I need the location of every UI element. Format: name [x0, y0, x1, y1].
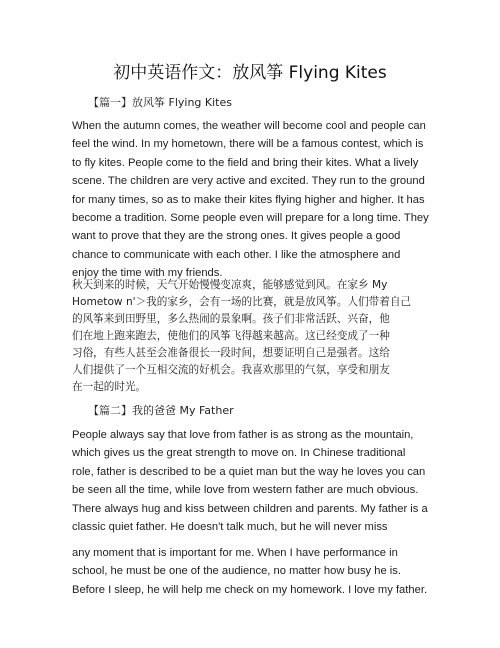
text-line: 人们提供了一个互相交流的好机会。我喜欢那里的气氛，享受和朋友 — [72, 364, 390, 376]
text-line: be seen all the time, while love from western father are much obvious. — [72, 484, 419, 497]
section-heading-my-father: 【篇二】我的爸爸 My Father — [88, 404, 234, 417]
text-line: role, father is described to be a quiet man but the way he loves you can — [72, 465, 426, 478]
text-line: for many times, so as to make their kites flying higher and higher. It has — [72, 193, 425, 206]
text-line: chance to communicate with each other. I like the atmosphere and — [72, 248, 401, 261]
paragraph-english-my-father — [72, 426, 428, 536]
paragraph-english-my-father-continued — [72, 544, 428, 599]
text-line: Hometow n'＞我的家乡，会有一场的比赛，就是放风筝。人们带着自己 — [72, 296, 412, 308]
paragraph-chinese-flying-kites — [72, 277, 412, 396]
text-line: school, he must be one of the audience, no matter how busy he is. — [72, 565, 401, 578]
section-heading-flying-kites: 【篇一】放风筝 Flying Kites — [88, 96, 232, 109]
text-line: 们在地上跑来跑去，使他们的风筝飞得越来越高。这已经变成了一种 — [72, 330, 390, 342]
text-line: 在一起的时光。 — [72, 381, 147, 393]
text-line: When the autumn comes, the weather will become cool and people can — [72, 120, 426, 132]
paragraph-english-flying-kites — [72, 117, 429, 283]
text-line: to fly kites. People come to the field and bring their kites. What a lively — [72, 156, 419, 169]
text-line: which gives us the great strength to move on. In Chinese traditional — [72, 447, 406, 460]
text-line: Before I sleep, he will help me check on my homework. I love my father. — [72, 583, 428, 596]
text-line: feel the wind. In my hometown, there will be a famous contest, which is — [72, 138, 424, 151]
text-line: 习俗，有些人甚至会准备很长一段时间，想要证明自己是强者。这给 — [72, 347, 390, 359]
text-line: enjoy the time with my friends. — [72, 267, 223, 280]
text-line: become a tradition. Some people even will prepare for a long time. They — [72, 212, 429, 225]
text-line: scene. The children are very active and excited. They run to the ground — [72, 175, 425, 188]
text-line: classic quiet father. He doesn't talk much, but he will never miss — [72, 521, 388, 534]
text-line: any moment that is important for me. When I have performance in — [72, 547, 398, 559]
text-line: 秋天到来的时候，天气开始慢慢变凉爽，能够感觉到风。在家乡 My — [72, 279, 388, 291]
document-title: 初中英语作文：放风筝 Flying Kites — [113, 63, 387, 83]
text-line: 的风筝来到田野里，多么热闹的景象啊。孩子们非常活跃、兴奋，他 — [72, 313, 390, 325]
text-line: There always hug and kiss between children and parents. My father is a — [72, 502, 428, 515]
text-line: People always say that love from father is as strong as the mountain, — [72, 429, 414, 441]
text-line: want to prove that they are the strong ones. It gives people a good — [72, 230, 401, 243]
